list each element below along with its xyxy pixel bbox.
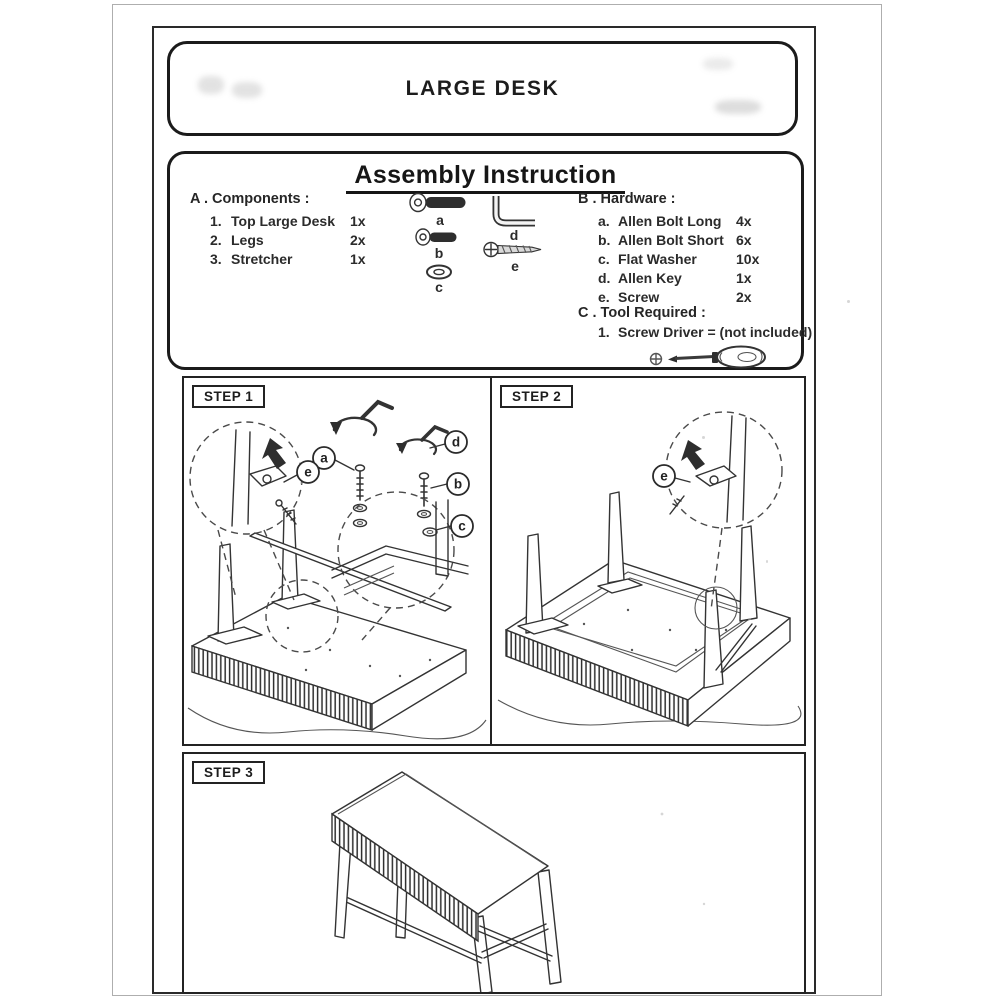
hardware-name: Screw bbox=[618, 289, 660, 305]
step2-panel bbox=[490, 376, 806, 746]
svg-text:d: d bbox=[451, 434, 461, 450]
leg bbox=[526, 534, 543, 633]
hardware-key: b. bbox=[598, 232, 611, 248]
svg-text:c: c bbox=[458, 518, 466, 534]
allen-bolt-short-icon bbox=[414, 228, 464, 259]
icon-letter-b: b bbox=[434, 245, 444, 261]
component-name: Stretcher bbox=[231, 251, 293, 267]
component-qty: 2x bbox=[350, 232, 366, 248]
hardware-key: e. bbox=[598, 289, 610, 305]
callout-b bbox=[431, 473, 469, 495]
component-number: 3. bbox=[210, 251, 222, 267]
step2-label: STEP 2 bbox=[500, 385, 573, 408]
allen-key-icon bbox=[488, 194, 540, 241]
leg bbox=[740, 526, 757, 621]
hardware-name: Allen Bolt Short bbox=[618, 232, 724, 248]
step1-panel bbox=[182, 376, 492, 746]
scan-smudge bbox=[232, 82, 262, 98]
scan-speck bbox=[300, 482, 302, 484]
svg-text:a: a bbox=[320, 450, 328, 466]
bolt-a-drawing bbox=[354, 465, 367, 527]
flat-washer-icon bbox=[422, 264, 456, 293]
hardware-qty: 1x bbox=[736, 270, 752, 286]
hardware-name: Flat Washer bbox=[618, 251, 697, 267]
tools-label: C . Tool Required : bbox=[578, 305, 706, 321]
page-title: LARGE DESK bbox=[405, 76, 560, 100]
scan-speck bbox=[748, 618, 751, 620]
step1-diagram bbox=[184, 378, 490, 744]
hardware-qty: 6x bbox=[736, 232, 752, 248]
hardware-row bbox=[598, 270, 828, 288]
component-row bbox=[210, 251, 440, 269]
hardware-key: a. bbox=[598, 213, 610, 229]
scan-speck bbox=[847, 300, 850, 303]
component-row bbox=[210, 232, 440, 250]
allen-key-rotation bbox=[330, 402, 447, 454]
tool-number: 1. bbox=[598, 324, 610, 340]
icon-letter-d: d bbox=[509, 227, 519, 243]
component-qty: 1x bbox=[350, 251, 366, 267]
scan-speck bbox=[702, 436, 705, 439]
hardware-name: Allen Bolt Long bbox=[618, 213, 722, 229]
step1-label: STEP 1 bbox=[192, 385, 265, 408]
assembled-desk-drawing bbox=[332, 772, 561, 992]
hardware-qty: 2x bbox=[736, 289, 752, 305]
step3-diagram bbox=[184, 754, 804, 992]
step1-desk-drawing bbox=[192, 510, 466, 730]
component-number: 1. bbox=[210, 213, 222, 229]
hardware-qty: 4x bbox=[736, 213, 752, 229]
scan-speck bbox=[766, 560, 768, 563]
hardware-qty: 10x bbox=[736, 251, 760, 267]
svg-text:e: e bbox=[660, 468, 668, 484]
icon-letter-a: a bbox=[436, 212, 444, 228]
hardware-key: c. bbox=[598, 251, 610, 267]
screw-icon bbox=[482, 240, 548, 272]
scan-smudge bbox=[715, 100, 761, 114]
svg-text:b: b bbox=[453, 476, 463, 492]
hardware-row bbox=[598, 213, 828, 231]
component-name: Top Large Desk bbox=[231, 213, 335, 229]
hardware-label: B . Hardware : bbox=[578, 191, 676, 207]
hardware-row bbox=[598, 251, 828, 269]
step3-label: STEP 3 bbox=[192, 761, 265, 784]
heading-wrap bbox=[170, 161, 801, 194]
component-row bbox=[210, 213, 440, 231]
step1-detail-circle bbox=[190, 422, 319, 600]
phillips-symbol-icon bbox=[651, 354, 662, 365]
component-number: 2. bbox=[210, 232, 222, 248]
tool-name: Screw Driver = (not included) bbox=[618, 324, 813, 340]
hardware-row bbox=[598, 232, 828, 250]
icon-letter-e: e bbox=[511, 258, 519, 274]
component-name: Legs bbox=[231, 232, 264, 248]
assembly-instruction-heading: Assembly Instruction bbox=[346, 161, 624, 194]
leg bbox=[538, 870, 561, 984]
title-box bbox=[167, 41, 798, 136]
tool-row bbox=[598, 324, 813, 342]
scan-smudge bbox=[198, 76, 224, 94]
screwdriver-icon bbox=[648, 344, 770, 370]
leg bbox=[335, 842, 351, 938]
assembly-instruction-box bbox=[167, 151, 813, 370]
callout-a bbox=[313, 447, 354, 470]
icon-letter-c: c bbox=[435, 279, 443, 295]
allen-bolt-long-icon bbox=[408, 192, 472, 226]
components-label: A . Components : bbox=[190, 191, 310, 207]
callout-e bbox=[653, 465, 690, 487]
step2-diagram bbox=[492, 378, 804, 744]
step2-desk-drawing bbox=[506, 492, 790, 726]
step3-panel bbox=[182, 752, 806, 994]
hardware-key: d. bbox=[598, 270, 611, 286]
component-qty: 1x bbox=[350, 213, 366, 229]
scan-smudge bbox=[703, 58, 733, 70]
bolt-b-drawing bbox=[418, 473, 438, 536]
x-stretcher bbox=[478, 924, 552, 961]
leg bbox=[608, 492, 624, 583]
callout-c bbox=[436, 515, 473, 537]
svg-text:e: e bbox=[304, 464, 312, 480]
hardware-name: Allen Key bbox=[618, 270, 682, 286]
callout-e bbox=[284, 461, 319, 483]
